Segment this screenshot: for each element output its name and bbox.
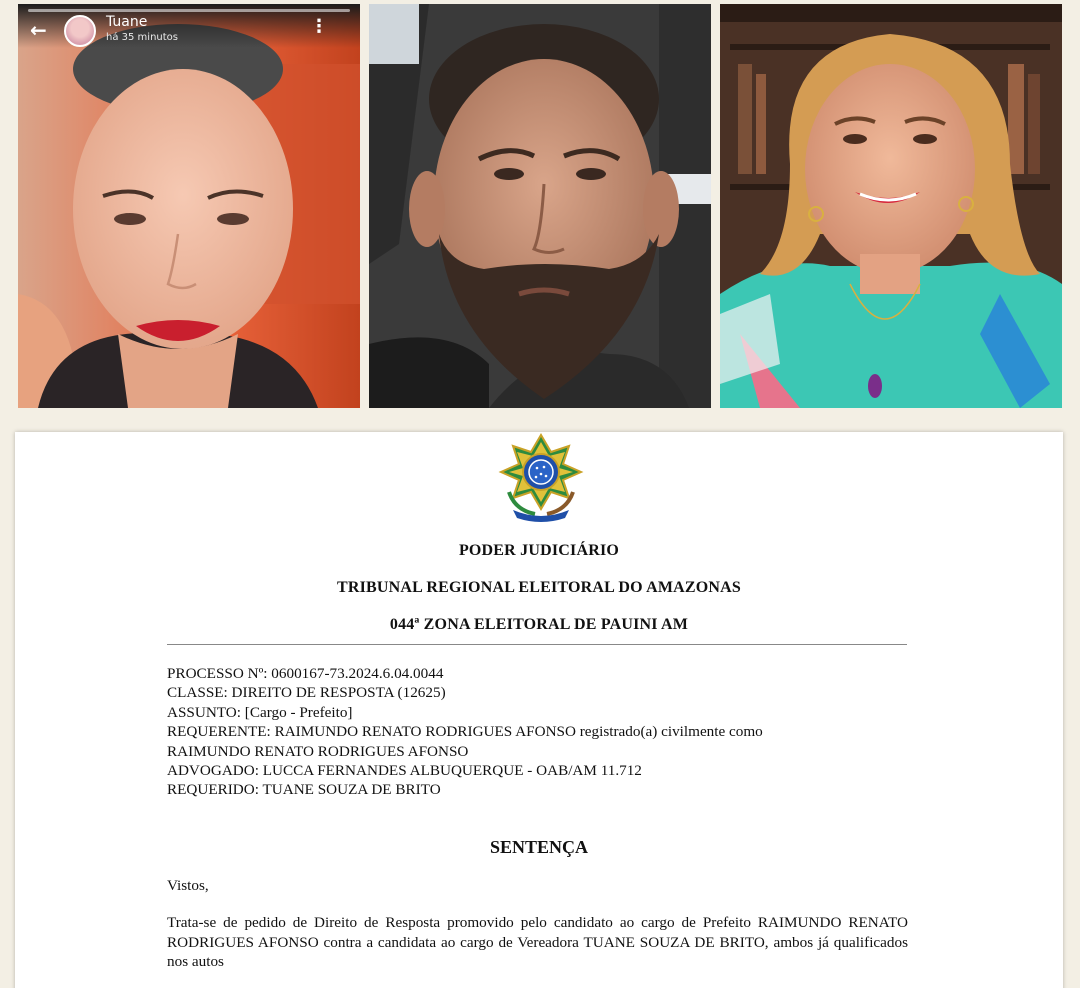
man-photo-image	[369, 4, 711, 408]
case-metadata	[167, 664, 927, 800]
meta-requerido: REQUERIDO: TUANE SOUZA DE BRITO	[167, 781, 441, 799]
photo-woman-story	[18, 4, 360, 408]
court-document	[15, 432, 1063, 988]
more-vertical-icon[interactable]: ⋮	[310, 16, 328, 37]
photo-man-car	[369, 4, 711, 408]
avatar[interactable]	[64, 15, 96, 47]
meta-processo: PROCESSO Nº: 0600167-73.2024.6.04.0044	[167, 665, 444, 682]
meta-requerente: REQUERENTE: RAIMUNDO RENATO RODRIGUES AFONSO registrado(a) civilmente como	[167, 723, 763, 741]
meta-advogado: ADVOGADO: LUCCA FERNANDES ALBUQUERQUE - OAB/AM 11.712	[167, 762, 642, 780]
story-header	[18, 4, 360, 48]
meta-assunto: ASSUNTO: [Cargo - Prefeito]	[167, 703, 353, 721]
meta-classe: CLASSE: DIREITO DE RESPOSTA (12625)	[167, 684, 446, 702]
meta-requerente-cont: RAIMUNDO RENATO RODRIGUES AFONSO	[167, 742, 469, 760]
divider	[167, 644, 907, 645]
arrow-left-icon[interactable]: ←	[30, 18, 47, 42]
header-poder-judiciario: PODER JUDICIÁRIO	[458, 542, 620, 559]
greeting: Vistos,	[167, 877, 209, 894]
story-photo-image	[18, 4, 360, 408]
story-timestamp: há 35 minutos	[106, 32, 178, 43]
photo-woman-smiling	[720, 4, 1062, 408]
story-username[interactable]: Tuane	[106, 14, 148, 30]
document-title: SENTENÇA	[489, 837, 589, 857]
body-paragraph: Trata-se de pedido de Direito de Resposta promovido pelo candidato ao cargo de Prefeito RAIMUNDO RENATO RODRIGUES AFONSO contra a candidata ao cargo de Vereadora TUANE SOUZA DE BRITO, ambos já qualificados nos autos	[167, 914, 908, 971]
woman-photo-image	[720, 4, 1062, 408]
header-zona-eleitoral: 044ª ZONA ELEITORAL DE PAUINI AM	[389, 616, 689, 633]
brazil-coat-of-arms-icon	[495, 432, 587, 524]
story-progress	[28, 9, 350, 12]
header-tribunal: TRIBUNAL REGIONAL ELEITORAL DO AMAZONAS	[336, 579, 742, 596]
